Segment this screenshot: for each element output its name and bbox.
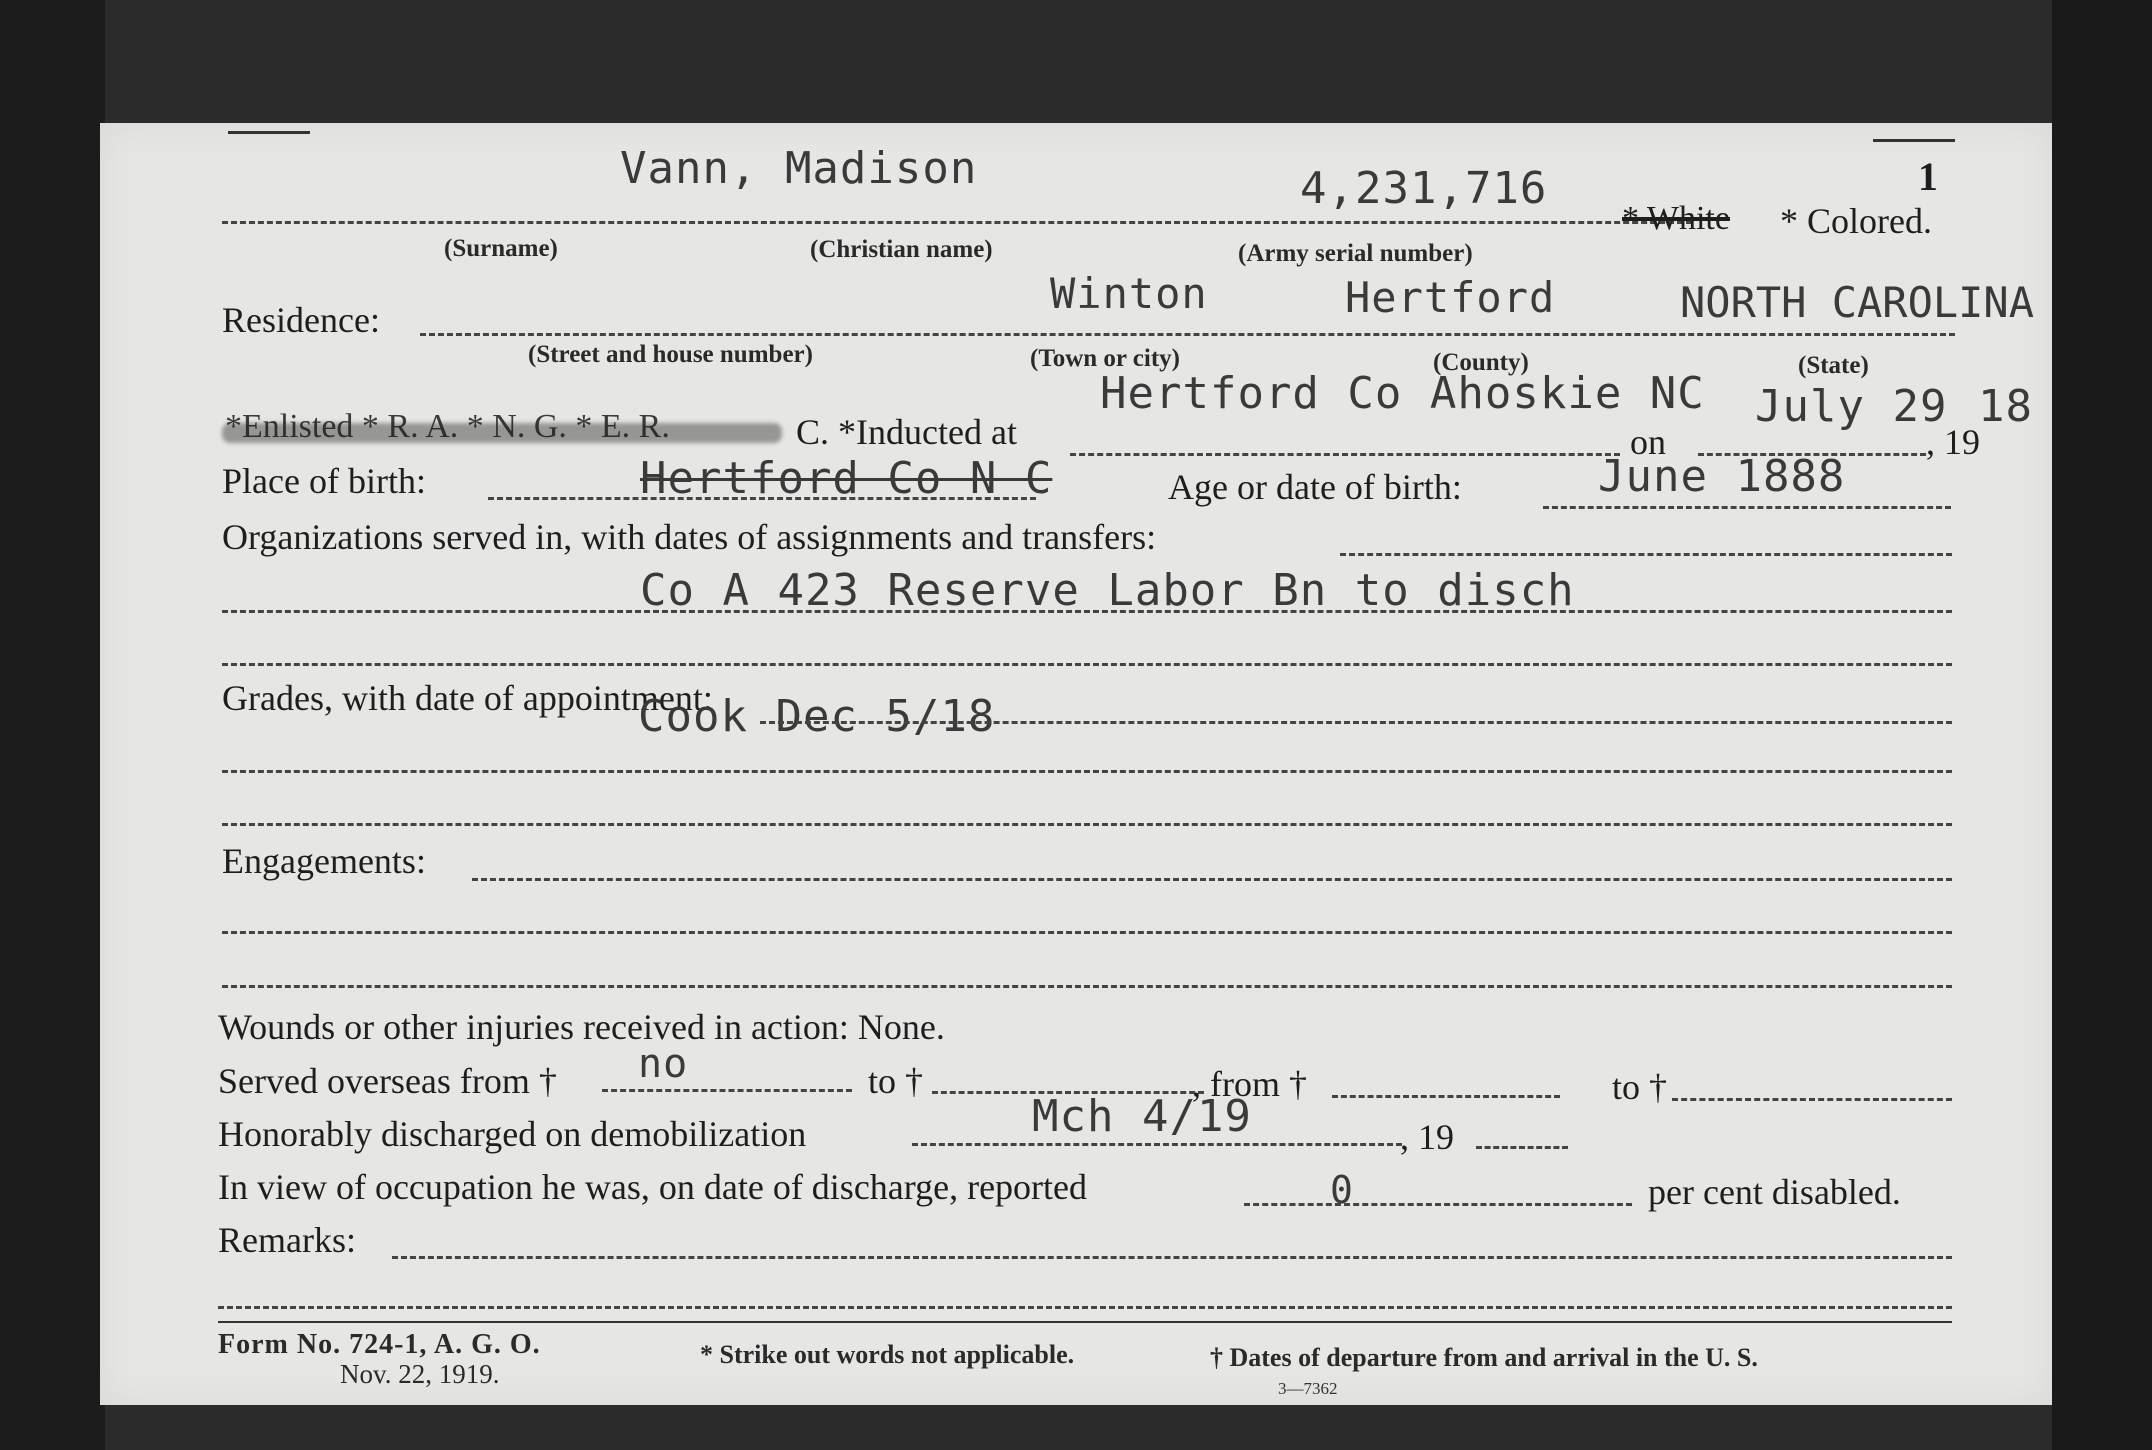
overseas-label: Served overseas from † (218, 1061, 557, 1101)
service-record-card (100, 123, 2052, 1405)
organizations-line-2 (222, 610, 1952, 613)
overseas-to2-label: to † (1612, 1067, 1668, 1107)
residence-county: Hertford (1345, 273, 1556, 322)
birth-place-line (488, 497, 1036, 500)
corner-mark (228, 131, 310, 134)
induction-place-line (1070, 453, 1620, 456)
overseas-to-label: to † (868, 1061, 924, 1101)
caption-street: (Street and house number) (528, 341, 813, 368)
disability-line (1244, 1203, 1632, 1206)
remarks-line-2 (218, 1306, 1952, 1309)
induction-date: July 29 (1755, 381, 1948, 432)
overseas-from-line (602, 1089, 852, 1092)
birth-date: June 1888 (1598, 451, 1846, 502)
race-white-struck: * White (1622, 200, 1730, 237)
birth-date-line (1543, 506, 1951, 509)
overseas-from2-line (1332, 1095, 1560, 1098)
remarks-line-1 (392, 1256, 1952, 1259)
caption-county: (County) (1433, 349, 1529, 376)
engagements-line-2 (222, 931, 1952, 934)
organizations-label: Organizations served in, with dates of assignments and transfers: (222, 517, 1157, 557)
induction-year: 18 (1978, 381, 2033, 432)
form-date: Nov. 22, 1919. (340, 1359, 500, 1389)
residence-line (420, 333, 1955, 336)
grades-line-2 (222, 770, 1952, 773)
footnote-strike-out: * Strike out words not applicable. (700, 1340, 1075, 1369)
scan-border-left (0, 0, 105, 1450)
card-number: 1 (1918, 154, 1938, 199)
engagements-line-1 (472, 878, 1952, 881)
inducted-at-label: C. *Inducted at (796, 412, 1017, 452)
disability-value: 0 (1330, 1168, 1354, 1212)
print-code: 3—7362 (1278, 1379, 1338, 1398)
enlisted-struck: *Enlisted * R. A. * N. G. * E. R. (225, 408, 670, 445)
birth-date-label: Age or date of birth: (1168, 467, 1462, 507)
discharge-year-prefix: , 19 (1400, 1117, 1454, 1157)
caption-surname: (Surname) (444, 235, 558, 262)
caption-town: (Town or city) (1030, 345, 1180, 372)
grades-value: Cook Dec 5/18 (638, 691, 996, 742)
overseas-to2-line (1672, 1098, 1952, 1101)
race-colored: * Colored. (1780, 201, 1932, 241)
occupation-label: In view of occupation he was, on date of discharge, reported (218, 1167, 1088, 1207)
discharge-date-line (912, 1143, 1402, 1146)
engagements-label: Engagements: (222, 841, 426, 881)
birth-place-label: Place of birth: (222, 461, 426, 501)
induction-place: Hertford Co Ahoskie NC (1100, 368, 1705, 419)
disability-suffix: per cent disabled. (1648, 1172, 1901, 1212)
name-line (222, 221, 1692, 224)
caption-serial-number: (Army serial number) (1238, 240, 1473, 267)
discharge-date: Mch 4/19 (1032, 1091, 1252, 1142)
discharge-year-line (1476, 1146, 1568, 1149)
overseas-from-value: no (638, 1041, 689, 1087)
footer-rule (218, 1321, 1952, 1323)
induction-on-label: on (1630, 422, 1666, 462)
induction-year-prefix: , 19 (1926, 422, 1980, 462)
residence-label: Residence: (222, 300, 380, 340)
organizations-line-3 (222, 663, 1952, 666)
caption-christian-name: (Christian name) (810, 236, 993, 263)
caption-state: (State) (1798, 352, 1869, 379)
footnote-dates: † Dates of departure from and arrival in the U. S. (1210, 1343, 1758, 1372)
grades-label: Grades, with date of appointment: (222, 678, 713, 718)
grades-line-1 (760, 721, 1952, 724)
corner-mark (1873, 139, 1955, 142)
surname-christian-name: Vann, Madison (620, 143, 978, 194)
remarks-label: Remarks: (218, 1220, 356, 1260)
overseas-from2-label: , from † (1192, 1064, 1307, 1104)
wounds-label: Wounds or other injuries received in action: None. (218, 1007, 945, 1047)
engagements-line-3 (222, 985, 1952, 988)
scan-border-right (2052, 0, 2152, 1450)
organizations-value: Co A 423 Reserve Labor Bn to disch (640, 565, 1575, 616)
residence-state: NORTH CAROLINA (1680, 278, 2035, 327)
grades-line-3 (222, 823, 1952, 826)
form-number: Form No. 724-1, A. G. O. (218, 1329, 541, 1360)
organizations-line-1 (1340, 553, 1952, 556)
birth-place: Hertford Co N C (640, 453, 1053, 504)
army-serial-number: 4,231,716 (1300, 163, 1548, 214)
residence-town: Winton (1050, 269, 1208, 318)
discharge-label: Honorably discharged on demobilization (218, 1114, 807, 1154)
